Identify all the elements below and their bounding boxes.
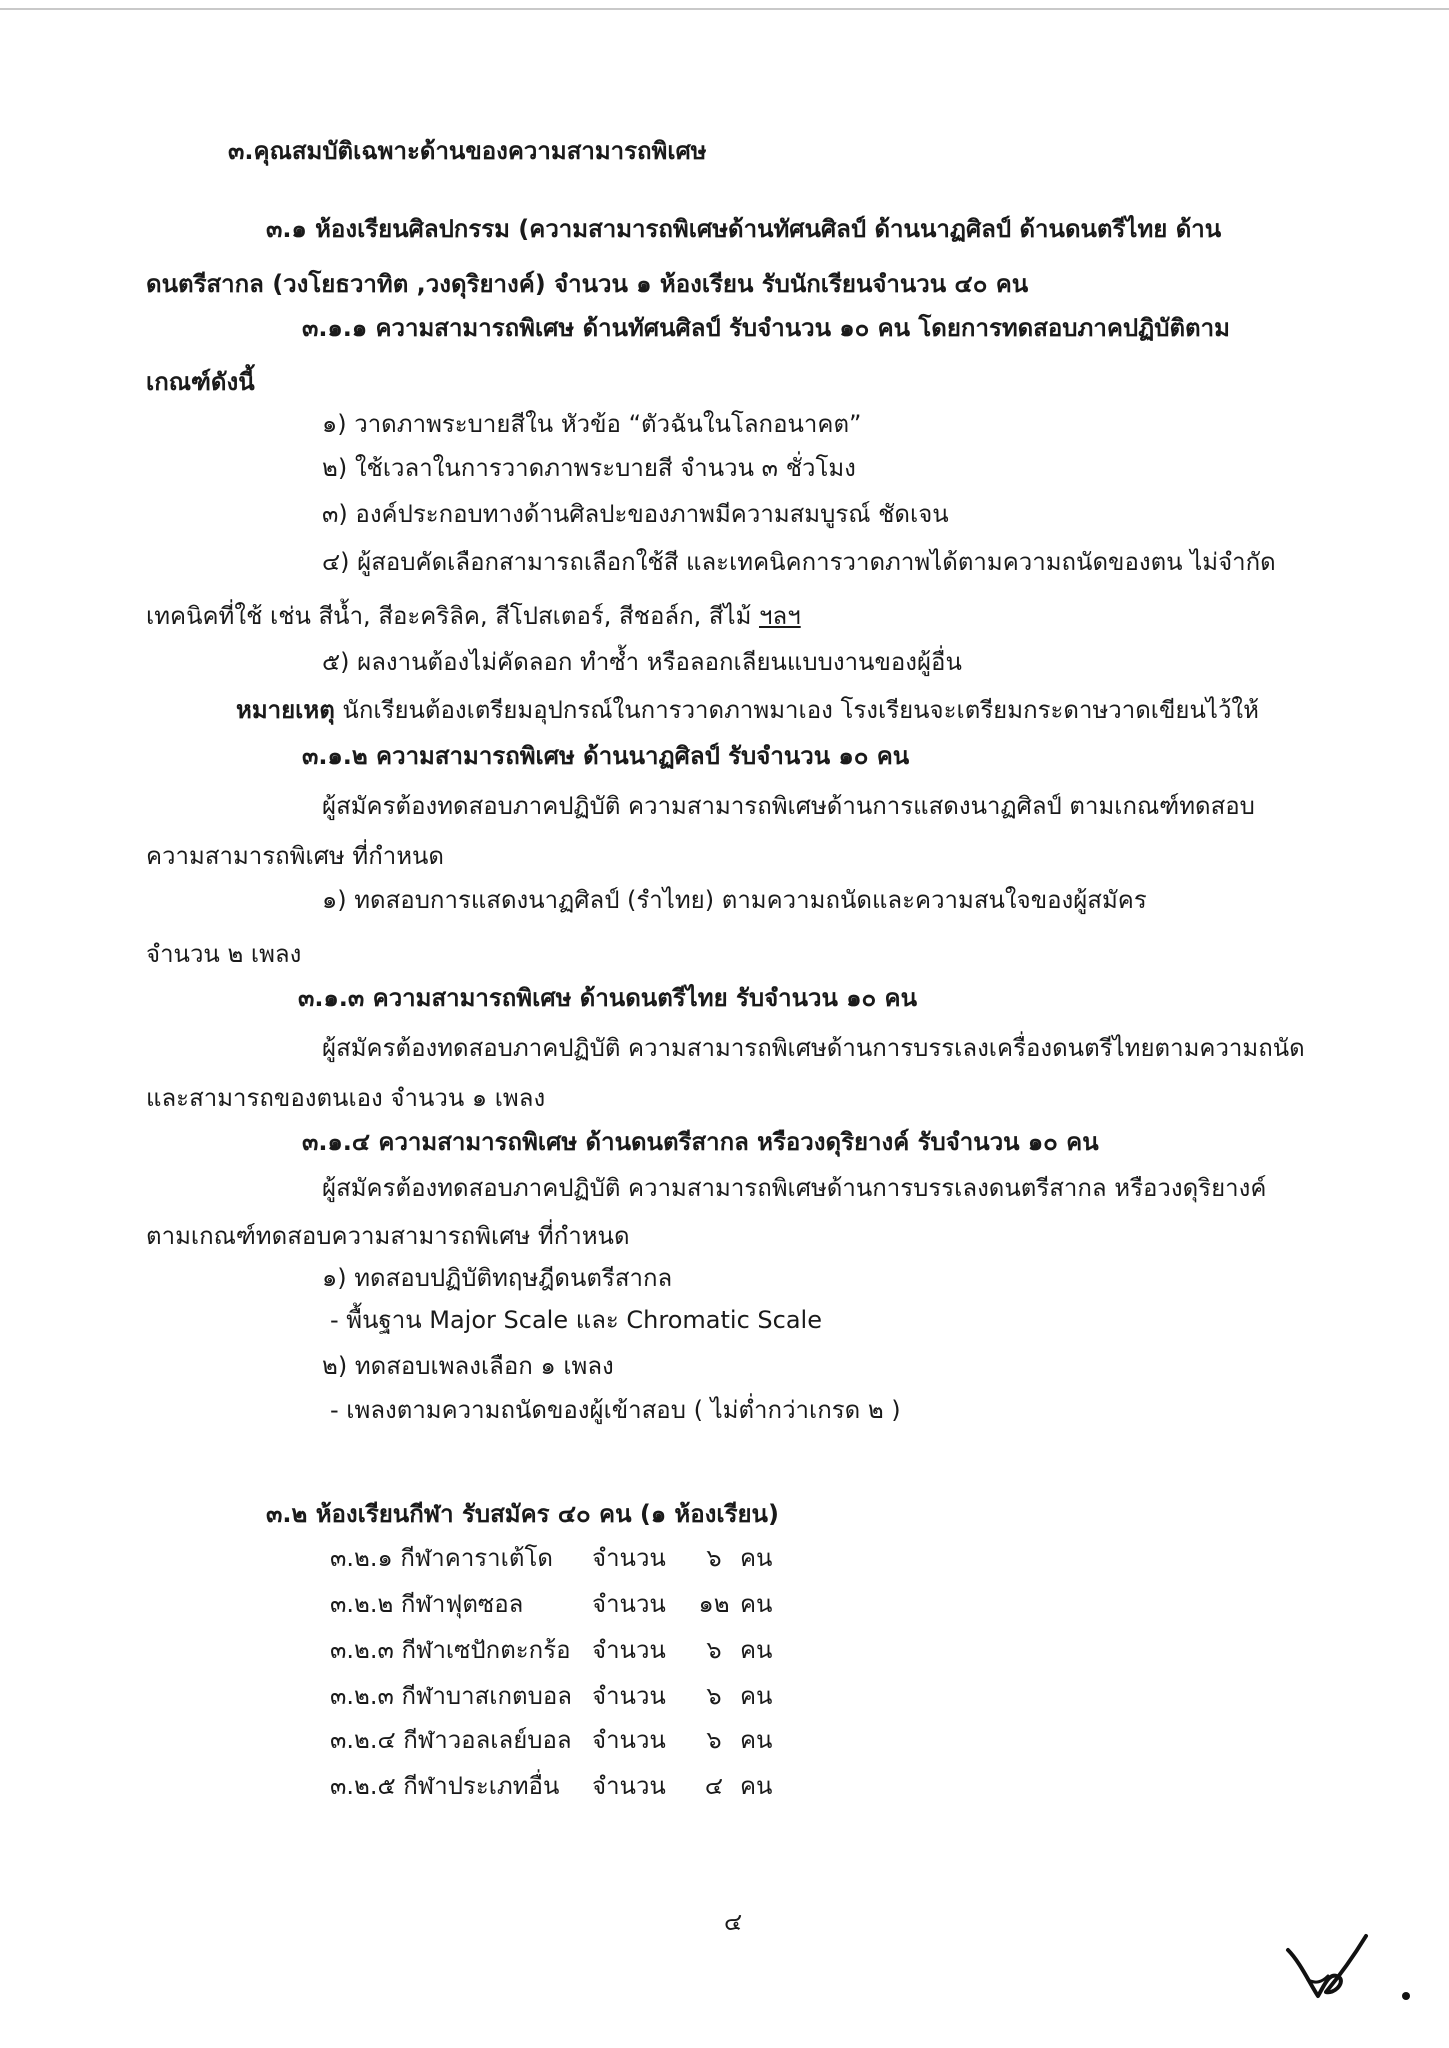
section-3-1-1-item-1: ๑) วาดภาพระบายสีใน หัวข้อ “ตัวฉันในโลกอนาคต” [322,410,862,438]
section-3-1-4-item-2: ๒) ทดสอบเพลงเลือก ๑ เพลง [322,1352,614,1380]
note-label: หมายเหตุ [236,696,335,724]
sport-unit: คน [740,1772,773,1800]
sport-unit: คน [740,1726,773,1754]
section-3-1-4-heading: ๓.๑.๔ ความสามารถพิเศษ ด้านดนตรีสากล หรือวงดุริยางค์ รับจำนวน ๑๐ คน [302,1128,1099,1156]
section-3-1-3-para-2: และสามารถของตนเอง จำนวน ๑ เพลง [146,1084,546,1112]
section-3-2-heading: ๓.๒ ห้องเรียนกีฬา รับสมัคร ๔๐ คน (๑ ห้องเรียน) [266,1500,779,1528]
section-3-1-4-item-2-sub: - เพลงตามความถนัดของผู้เข้าสอบ ( ไม่ต่ำกว่าเกรด ๒ ) [330,1396,901,1424]
sport-count-label: จำนวน [592,1590,666,1618]
section-3-1-1-item-2: ๒) ใช้เวลาในการวาดภาพระบายสี จำนวน ๓ ชั่วโมง [322,454,856,482]
sport-unit: คน [740,1636,773,1664]
section-3-1-3-heading: ๓.๑.๓ ความสามารถพิเศษ ด้านดนตรีไทย รับจำนวน ๑๐ คน [298,984,917,1012]
section-3-1-4-item-1-sub: - พื้นฐาน Major Scale และ Chromatic Scale [330,1306,822,1334]
item-4b-text: เทคนิคที่ใช้ เช่น สีน้ำ, สีอะคริลิค, สีโปสเตอร์, สีชอล์ก, สีไม้ [146,602,760,630]
note-line [236,692,1259,728]
section-3-1-line-2: ดนตรีสากล (วงโยธวาทิต ,วงดุริยางค์) จำนวน ๑ ห้องเรียน รับนักเรียนจำนวน ๔๐ คน [146,270,1029,298]
sport-row [330,1586,772,1622]
section-3-1-1-item-5: ๕) ผลงานต้องไม่คัดลอก ทำซ้ำ หรือลอกเลียนแบบงานของผู้อื่น [322,648,962,676]
sport-count: ๔ [704,1772,724,1800]
section-3-1-1-item-3: ๓) องค์ประกอบทางด้านศิลปะของภาพมีความสมบูรณ์ ชัดเจน [322,500,949,528]
sport-unit: คน [740,1544,773,1572]
sport-count-label: จำนวน [592,1682,666,1710]
sport-unit: คน [740,1590,773,1618]
sport-count: ๖ [706,1682,722,1710]
section-3-1-3-para-1: ผู้สมัครต้องทดสอบภาคปฏิบัติ ความสามารถพิเศษด้านการบรรเลงเครื่องดนตรีไทยตามความถนัด [322,1034,1305,1062]
section-3-1-1-item-4a: ๔) ผู้สอบคัดเลือกสามารถเลือกใช้สี และเทคนิคการวาดภาพได้ตามความถนัดของตน ไม่จำกัด [322,548,1276,576]
sport-row [330,1678,772,1714]
section-3-1-1-heading-2: เกณฑ์ดังนี้ [146,368,255,396]
sport-name: ๓.๒.๑ กีฬาคาราเต้โด [330,1544,553,1572]
sport-count-label: จำนวน [592,1544,666,1572]
section-3-1-line-1: ๓.๑ ห้องเรียนศิลปกรรม (ความสามารถพิเศษด้านทัศนศิลป์ ด้านนาฏศิลป์ ด้านดนตรีไทย ด้าน [266,215,1222,243]
sport-row [330,1540,772,1576]
section-3-1-2-item-1a: ๑) ทดสอบการแสดงนาฏศิลป์ (รำไทย) ตามความถนัดและความสนใจของผู้สมัคร [322,886,1147,914]
etc-text: ฯลฯ [759,602,801,630]
sport-row [330,1768,772,1804]
section-3-1-4-item-1: ๑) ทดสอบปฏิบัติทฤษฎีดนตรีสากล [322,1264,673,1292]
sport-count: ๖ [706,1636,722,1664]
sport-row [330,1632,772,1668]
section-3-1-2-para-2: ความสามารถพิเศษ ที่กำหนด [146,842,445,870]
sport-count: ๑๒ [698,1590,730,1618]
sport-count-label: จำนวน [592,1772,666,1800]
section-3-1-2-item-1b: จำนวน ๒ เพลง [146,940,302,968]
sport-count-label: จำนวน [592,1636,666,1664]
section-3-1-1-item-4b [146,598,801,634]
scan-top-edge [0,8,1449,10]
sport-name: ๓.๒.๕ กีฬาประเภทอื่น [330,1772,560,1800]
sport-count-label: จำนวน [592,1726,666,1754]
section-3-1-1-heading-1: ๓.๑.๑ ความสามารถพิเศษ ด้านทัศนศิลป์ รับจำนวน ๑๐ คน โดยการทดสอบภาคปฏิบัติตาม [302,314,1230,342]
section-3-1-2-para-1: ผู้สมัครต้องทดสอบภาคปฏิบัติ ความสามารถพิเศษด้านการแสดงนาฏศิลป์ ตามเกณฑ์ทดสอบ [322,792,1255,820]
section-3-1-4-para-2: ตามเกณฑ์ทดสอบความสามารถพิเศษ ที่กำหนด [146,1222,630,1250]
sport-count: ๖ [706,1544,722,1572]
sport-name: ๓.๒.๒ กีฬาฟุตซอล [330,1590,524,1618]
sport-row [330,1722,772,1758]
note-text: นักเรียนต้องเตรียมอุปกรณ์ในการวาดภาพมาเอง โรงเรียนจะเตรียมกระดาษวาดเขียนไว้ให้ [334,696,1259,724]
section-3-1-4-para-1: ผู้สมัครต้องทดสอบภาคปฏิบัติ ความสามารถพิเศษด้านการบรรเลงดนตรีสากล หรือวงดุริยางค์ [322,1174,1267,1202]
page-number: ๔ [724,1908,743,1936]
sport-name: ๓.๒.๓ กีฬาเซปักตะกร้อ [330,1636,571,1664]
sport-unit: คน [740,1682,773,1710]
signature-mark [1270,1922,1420,2012]
sport-name: ๓.๒.๔ กีฬาวอลเลย์บอล [330,1726,572,1754]
sport-name: ๓.๒.๓ กีฬาบาสเกตบอล [330,1682,572,1710]
sport-count: ๖ [706,1726,722,1754]
section-3-heading: ๓.คุณสมบัติเฉพาะด้านของความสามารถพิเศษ [228,137,707,165]
section-3-1-2-heading: ๓.๑.๒ ความสามารถพิเศษ ด้านนาฏศิลป์ รับจำนวน ๑๐ คน [302,742,910,770]
